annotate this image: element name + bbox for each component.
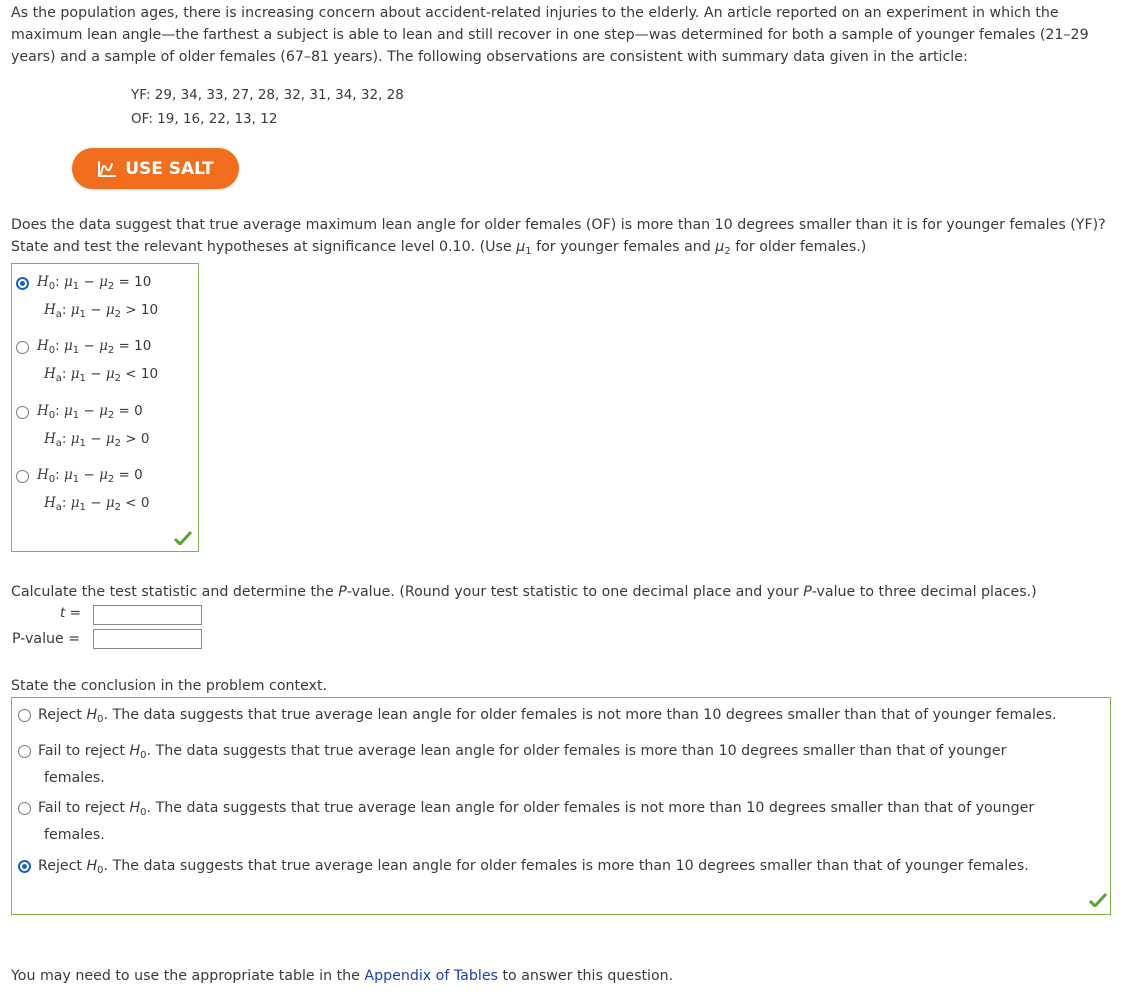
calc-instruction: Calculate the test statistic and determine the P-value. (Round your test statistic to one decimal place and your P-value to three decimal places.) <box>11 584 1037 600</box>
of-data: OF: 19, 16, 22, 13, 12 <box>131 111 278 127</box>
intro-line-3: years) and a sample of older females (67–81 years). The following observations are consistent with summary data given in the article: <box>11 49 968 65</box>
null-hypothesis: $H_0$: $\mu_1 - \mu_2 = 10$ <box>37 338 152 356</box>
alt-hypothesis: $H_a$: $\mu_1 - \mu_2 > 0$ <box>44 431 150 449</box>
intro-line-1: As the population ages, there is increasing concern about accident-related injuries to the elderly. An article reported on an experiment in which the <box>11 5 1059 21</box>
alt-hypothesis: $H_a$: $\mu_1 - \mu_2 < 0$ <box>44 495 150 513</box>
conclusion-option-continued: females. <box>44 827 105 843</box>
hypothesis-option[interactable] <box>12 274 159 320</box>
null-hypothesis: $H_0$: $\mu_1 - \mu_2 = 0$ <box>37 467 143 485</box>
conclusion-prompt: State the conclusion in the problem context. <box>11 678 328 694</box>
conclusion-option[interactable]: Reject $H_0$. The data suggests that true average lean angle for older females is more than 10 degrees smaller than that of younger females. <box>38 858 1029 876</box>
conclusion-option[interactable]: Fail to reject $H_0$. The data suggests that true average lean angle for older females is more than 10 degrees smaller than that of younger <box>38 743 1007 761</box>
hypothesis-radio[interactable] <box>16 406 29 419</box>
intro-paragraph <box>11 2 1089 68</box>
question-line-2: State and test the relevant hypotheses at significance level 0.10. (Use $\mu_1$ for younger females and $\mu_2$ for older females.) <box>11 239 867 257</box>
question-line-1: Does the data suggest that true average maximum lean angle for older females (OF) is more than 10 degrees smaller than it is for younger females (YF)? <box>11 217 1106 233</box>
conclusion-option[interactable]: Fail to reject $H_0$. The data suggests that true average lean angle for older females is not more than 10 degrees smaller than that of younger <box>38 800 1035 818</box>
p-value-input[interactable] <box>93 629 202 649</box>
hypothesis-radio[interactable] <box>16 277 29 290</box>
alt-hypothesis: $H_a$: $\mu_1 - \mu_2 < 10$ <box>44 366 159 384</box>
question-text <box>11 214 1106 263</box>
t-statistic-input[interactable] <box>93 605 202 625</box>
intro-line-2: maximum lean angle—the farthest a subject is able to lean and still recover in one step—was determined for both a sample of younger females (21–29 <box>11 27 1089 43</box>
t-label: t = <box>60 605 81 621</box>
footer-note: You may need to use the appropriate table in the Appendix of Tables to answer this question. <box>11 968 674 984</box>
conclusion-option[interactable]: Reject $H_0$. The data suggests that true average lean angle for older females is not more than 10 degrees smaller than that of younger females. <box>38 707 1057 725</box>
alt-hypothesis: $H_a$: $\mu_1 - \mu_2 > 10$ <box>44 302 159 320</box>
salt-chart-icon <box>97 160 117 178</box>
hypotheses-answer-box <box>11 263 199 552</box>
conclusion-option-continued: females. <box>44 770 105 786</box>
null-hypothesis: $H_0$: $\mu_1 - \mu_2 = 0$ <box>37 403 143 421</box>
use-salt-button[interactable] <box>72 148 239 189</box>
conclusion-radio[interactable] <box>18 745 31 758</box>
null-hypothesis: $H_0$: $\mu_1 - \mu_2 = 10$ <box>37 274 152 292</box>
hypothesis-radio[interactable] <box>16 341 29 354</box>
use-salt-label: USE SALT <box>125 158 214 179</box>
yf-data: YF: 29, 34, 33, 27, 28, 32, 31, 34, 32, 28 <box>131 87 404 103</box>
conclusion-radio[interactable] <box>18 802 31 815</box>
conclusion-radio[interactable] <box>18 860 31 873</box>
hypothesis-radio[interactable] <box>16 470 29 483</box>
appendix-tables-link[interactable]: Appendix of Tables <box>364 968 498 984</box>
checkmark-icon <box>174 531 192 545</box>
conclusion-radio[interactable] <box>18 709 31 722</box>
checkmark-icon <box>1089 893 1107 907</box>
p-value-label: P-value = <box>12 631 81 647</box>
